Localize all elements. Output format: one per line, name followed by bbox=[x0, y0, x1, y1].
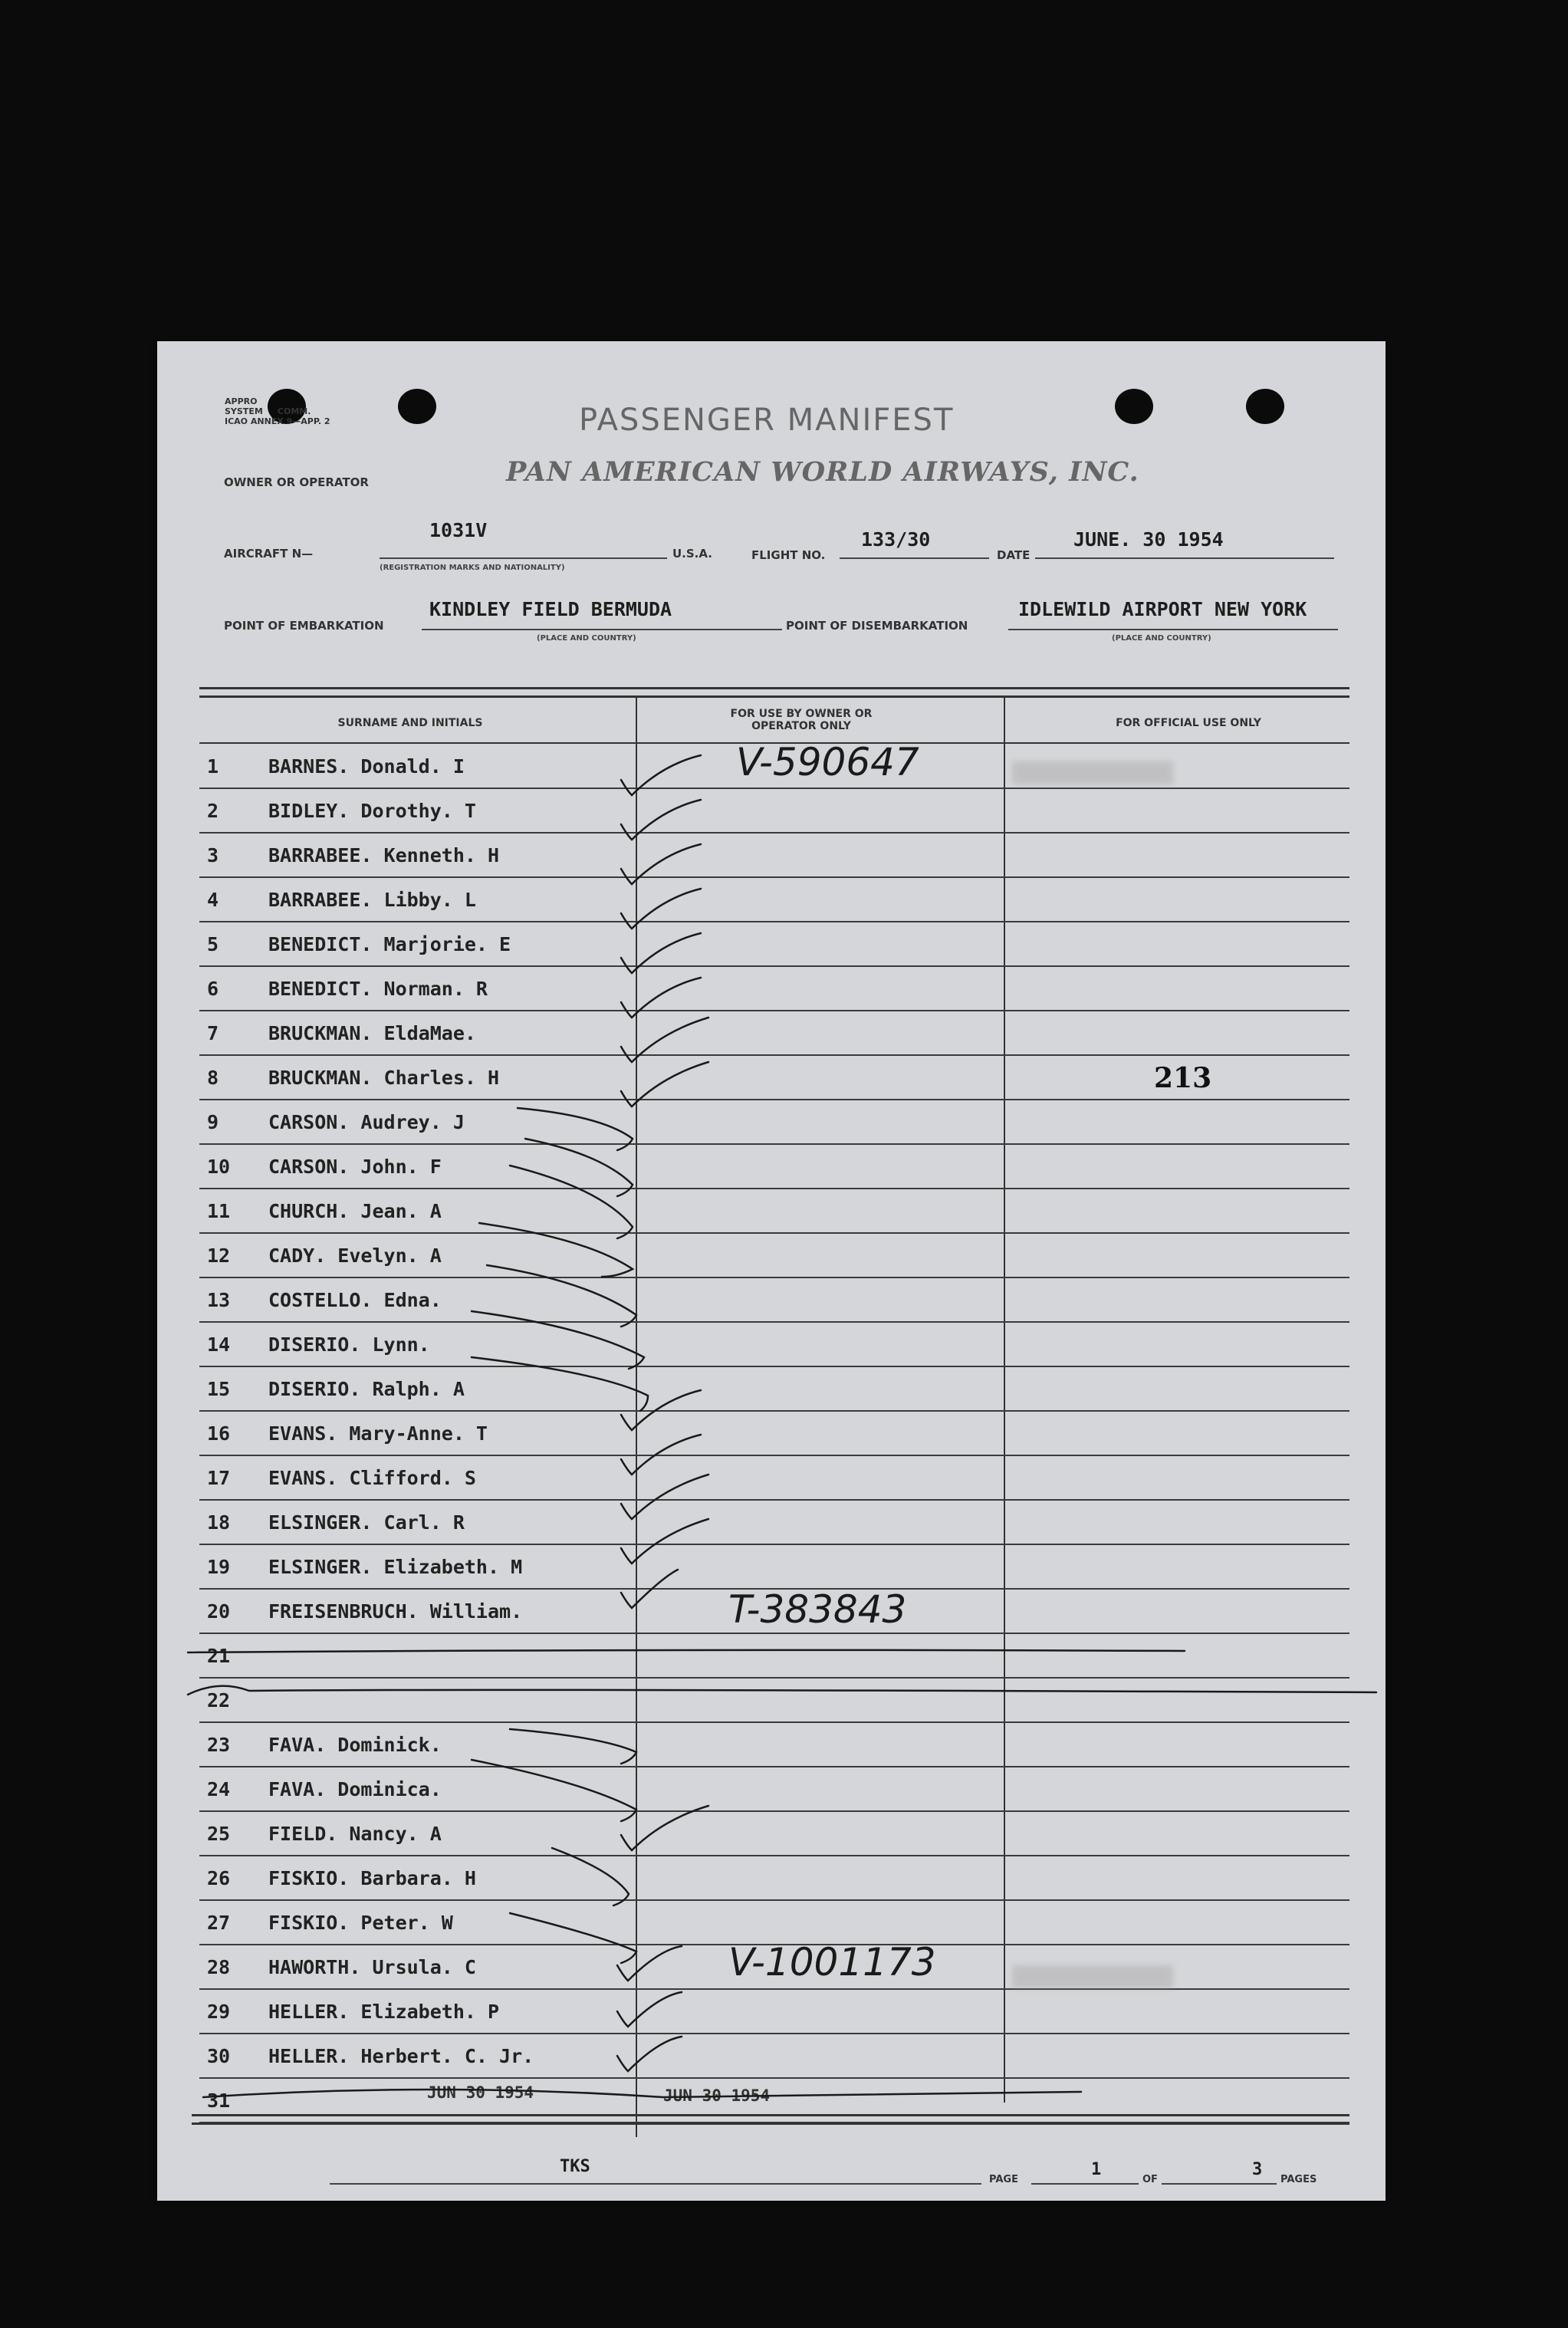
signature: TKS bbox=[560, 2157, 590, 2176]
row-number: 20 bbox=[207, 1600, 231, 1623]
column-header-surname: SURNAME AND INITIALS bbox=[337, 717, 483, 729]
row-number: 1 bbox=[207, 755, 219, 778]
passenger-name: ELSINGER. Carl. R bbox=[268, 1511, 465, 1534]
row-number: 23 bbox=[207, 1734, 231, 1756]
passenger-name: FAVA. Dominick. bbox=[268, 1734, 442, 1756]
row-number: 15 bbox=[207, 1378, 231, 1400]
embark-value: KINDLEY FIELD BERMUDA bbox=[429, 598, 672, 620]
passenger-name: ELSINGER. Elizabeth. M bbox=[268, 1556, 523, 1578]
row-number: 22 bbox=[207, 1689, 231, 1711]
date-stamp: JUN 30 1954 bbox=[427, 2083, 534, 2102]
row-number: 12 bbox=[207, 1245, 231, 1267]
row-number: 24 bbox=[207, 1778, 231, 1800]
passenger-name: CHURCH. Jean. A bbox=[268, 1200, 442, 1222]
total-pages: 3 bbox=[1252, 2160, 1263, 2179]
underline bbox=[330, 2183, 981, 2185]
flight-label: FLIGHT NO. bbox=[751, 548, 826, 562]
visa-number-row-20: T-383843 bbox=[728, 1587, 907, 1632]
manifest-sheet bbox=[157, 341, 1386, 2201]
row-number: 3 bbox=[207, 844, 219, 866]
passenger-name: FISKIO. Peter. W bbox=[268, 1912, 453, 1934]
row-number: 31 bbox=[207, 2090, 231, 2112]
embark-caption: (PLACE AND COUNTRY) bbox=[537, 634, 636, 643]
row-number: 14 bbox=[207, 1333, 231, 1356]
page-label: PAGE bbox=[989, 2174, 1018, 2185]
passenger-name: BRUCKMAN. EldaMae. bbox=[268, 1022, 476, 1044]
owner-label: OWNER OR OPERATOR bbox=[224, 475, 369, 489]
disembark-caption: (PLACE AND COUNTRY) bbox=[1112, 634, 1211, 643]
registration-caption: (REGISTRATION MARKS AND NATIONALITY) bbox=[380, 564, 565, 572]
passenger-name: CARSON. Audrey. J bbox=[268, 1111, 465, 1133]
row-number: 21 bbox=[207, 1645, 231, 1667]
visa-number-row-1: V-590647 bbox=[736, 740, 919, 784]
row-number: 6 bbox=[207, 978, 219, 1000]
passenger-name: FREISENBRUCH. William. bbox=[268, 1600, 523, 1623]
column-header-owner-use: FOR USE BY OWNER OR OPERATOR ONLY bbox=[730, 708, 873, 732]
underline bbox=[1031, 2183, 1139, 2185]
passenger-name: HAWORTH. Ursula. C bbox=[268, 1956, 476, 1978]
passenger-name: CADY. Evelyn. A bbox=[268, 1245, 442, 1267]
passenger-name: BRUCKMAN. Charles. H bbox=[268, 1067, 500, 1089]
passenger-name: FISKIO. Barbara. H bbox=[268, 1867, 476, 1889]
row-number: 11 bbox=[207, 1200, 231, 1222]
row-number: 29 bbox=[207, 2001, 231, 2023]
row-number: 9 bbox=[207, 1111, 219, 1133]
row-number: 17 bbox=[207, 1467, 231, 1489]
row-number: 27 bbox=[207, 1912, 231, 1934]
passenger-name: EVANS. Clifford. S bbox=[268, 1467, 476, 1489]
passenger-name: FAVA. Dominica. bbox=[268, 1778, 442, 1800]
underline bbox=[1162, 2183, 1277, 2185]
form-approval-note: APPRO SYSTEM COMM. ICAO ANNEX 9—APP. 2 bbox=[225, 396, 330, 426]
row-number: 10 bbox=[207, 1156, 231, 1178]
disembark-value: IDLEWILD AIRPORT NEW YORK bbox=[1018, 598, 1307, 620]
pen-check-marks bbox=[157, 341, 1386, 2201]
row-number: 8 bbox=[207, 1067, 219, 1089]
date-label: DATE bbox=[997, 548, 1031, 562]
passenger-name: HELLER. Herbert. C. Jr. bbox=[268, 2045, 534, 2067]
passenger-name: DISERIO. Ralph. A bbox=[268, 1378, 465, 1400]
row-number: 25 bbox=[207, 1823, 231, 1845]
row-number: 19 bbox=[207, 1556, 231, 1578]
embark-label: POINT OF EMBARKATION bbox=[224, 619, 384, 633]
flight-value: 133/30 bbox=[861, 528, 931, 551]
passenger-name: BENEDICT. Marjorie. E bbox=[268, 933, 511, 955]
passenger-name: BIDLEY. Dorothy. T bbox=[268, 800, 476, 822]
passenger-name: DISERIO. Lynn. bbox=[268, 1333, 430, 1356]
official-number: 213 bbox=[1154, 1062, 1212, 1094]
disembark-label: POINT OF DISEMBARKATION bbox=[786, 619, 968, 633]
airline-name: PAN AMERICAN WORLD AIRWAYS, INC. bbox=[506, 456, 1139, 488]
row-number: 30 bbox=[207, 2045, 231, 2067]
usa-label: U.S.A. bbox=[672, 547, 712, 561]
passenger-name: HELLER. Elizabeth. P bbox=[268, 2001, 500, 2023]
date-stamp: JUN 30 1954 bbox=[663, 2086, 771, 2105]
passenger-name: CARSON. John. F bbox=[268, 1156, 442, 1178]
row-number: 28 bbox=[207, 1956, 231, 1978]
passenger-name: BARRABEE. Libby. L bbox=[268, 889, 476, 911]
row-number: 5 bbox=[207, 933, 219, 955]
pages-label: PAGES bbox=[1280, 2174, 1317, 2185]
row-number: 2 bbox=[207, 800, 219, 822]
row-number: 26 bbox=[207, 1867, 231, 1889]
row-number: 13 bbox=[207, 1289, 231, 1311]
column-header-official-use: FOR OFFICIAL USE ONLY bbox=[1116, 717, 1261, 729]
row-number: 4 bbox=[207, 889, 219, 911]
passenger-name: BARNES. Donald. I bbox=[268, 755, 465, 778]
of-label: OF bbox=[1142, 2174, 1158, 2185]
passenger-name: EVANS. Mary-Anne. T bbox=[268, 1422, 488, 1445]
row-number: 7 bbox=[207, 1022, 219, 1044]
row-number: 16 bbox=[207, 1422, 231, 1445]
page-title: PASSENGER MANIFEST bbox=[579, 403, 955, 438]
aircraft-label: AIRCRAFT N— bbox=[224, 547, 314, 561]
page-number: 1 bbox=[1091, 2160, 1102, 2179]
visa-number-row-28: V-1001173 bbox=[728, 1940, 936, 1984]
passenger-name: FIELD. Nancy. A bbox=[268, 1823, 442, 1845]
date-value: JUNE. 30 1954 bbox=[1073, 528, 1224, 551]
passenger-name: COSTELLO. Edna. bbox=[268, 1289, 442, 1311]
passenger-name: BARRABEE. Kenneth. H bbox=[268, 844, 500, 866]
passenger-name: BENEDICT. Norman. R bbox=[268, 978, 488, 1000]
aircraft-value: 1031V bbox=[429, 519, 488, 541]
row-number: 18 bbox=[207, 1511, 231, 1534]
